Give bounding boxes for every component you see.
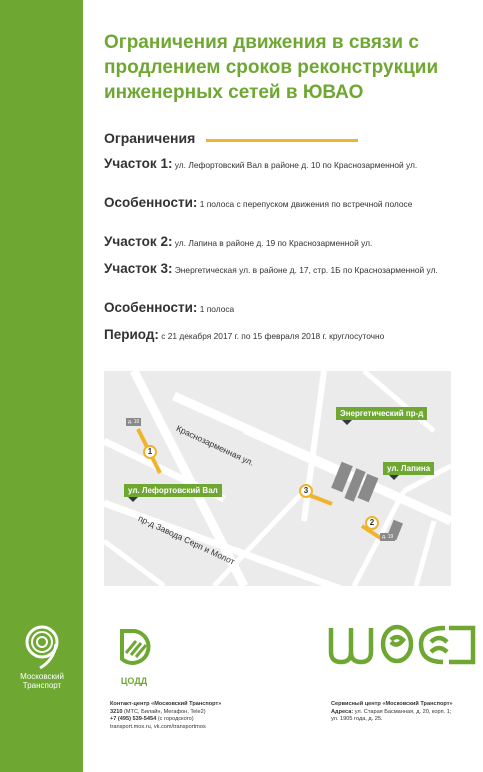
restriction-text: Энергетическая ул. в районе д. 17, стр. 1Б по Краснозарменной ул. (174, 265, 438, 275)
moscow-transport-name-2: Транспорт (22, 681, 62, 690)
tag-lapina: ул. Лапина (383, 462, 434, 475)
restriction-key: Период: (104, 327, 159, 342)
codd-icon (112, 625, 156, 669)
restriction-row (104, 157, 449, 172)
marker-2: 2 (365, 516, 379, 530)
contact-short-number-note: (МТС, Билайн, Мегафон, Tele2) (122, 708, 206, 715)
restriction-text: 1 полоса (199, 304, 235, 314)
page-title: Ограничения движения в связи с продлением сроков реконструкции инженерных сетей в ЮВАО (104, 32, 439, 103)
marker-1: 1 (143, 445, 157, 459)
green-sidebar (0, 0, 83, 772)
contact-websites: transport.mos.ru, vk.com/transportmos (110, 723, 206, 730)
restriction-row (104, 235, 449, 250)
service-address-2: ул. 1905 года, д. 25. (331, 716, 383, 722)
contact-short-number: 3210 (110, 708, 123, 715)
restriction-row (104, 262, 449, 277)
restriction-key: Участок 3: (104, 261, 173, 276)
contact-phone: +7 (495) 539-5454 (110, 716, 157, 722)
service-center-block (331, 701, 477, 724)
section-underline (206, 139, 358, 142)
tag-lefortovsky: ул. Лефортовский Вал (124, 484, 222, 497)
marker-3: 3 (299, 484, 313, 498)
restriction-text: ул. Лапина в районе д. 19 по Краснозарменной ул. (174, 238, 373, 248)
restriction-row (104, 328, 449, 343)
restriction-row (104, 196, 449, 211)
restriction-key: Участок 2: (104, 234, 173, 249)
mos-logo-icon (327, 622, 477, 666)
moscow-transport-icon (18, 622, 66, 670)
road-map (104, 371, 451, 586)
codd-name: ЦОДД (120, 676, 148, 686)
moscow-transport-name-1: Московский (20, 672, 64, 681)
restriction-key: Участок 1: (104, 156, 173, 171)
codd-logo (104, 625, 164, 686)
house-label: д. 19 (382, 534, 394, 540)
restriction-text: с 21 декабря 2017 г. по 15 февраля 2018 г. круглосуточно (161, 331, 385, 341)
service-address-1: ул. Старая Басманная, д. 20, корп. 1; (353, 708, 452, 715)
contact-center-block (110, 701, 320, 731)
restriction-key: Особенности: (104, 300, 198, 315)
section-heading: Ограничения (104, 130, 196, 146)
restriction-key: Особенности: (104, 195, 198, 210)
house-label: д. 10 (128, 419, 140, 425)
street-label-serp-molot: пр-д Завода Серп и Молот (136, 513, 237, 567)
contact-center-title: Контакт-центр «Московский Транспорт» (110, 701, 222, 707)
service-address-label: Адреса: (331, 708, 354, 715)
street-label-krasnokazarmennaya: Краснозарменная ул. (174, 423, 256, 468)
restriction-text: ул. Лефортовский Вал в районе д. 10 по Краснозарменной ул. (174, 160, 418, 170)
restriction-text: 1 полоса с перепуском движения по встречной полосе (199, 199, 413, 209)
contact-phone-note: (с городского) (156, 716, 194, 722)
moscow-transport-logo (12, 622, 72, 690)
restriction-row (104, 301, 449, 316)
mos-ru-logo (327, 622, 477, 671)
service-center-title: Сервисный центр «Московский Транспорт» (331, 701, 453, 707)
tag-energetichesky: Энергетический пр-д (336, 407, 427, 420)
